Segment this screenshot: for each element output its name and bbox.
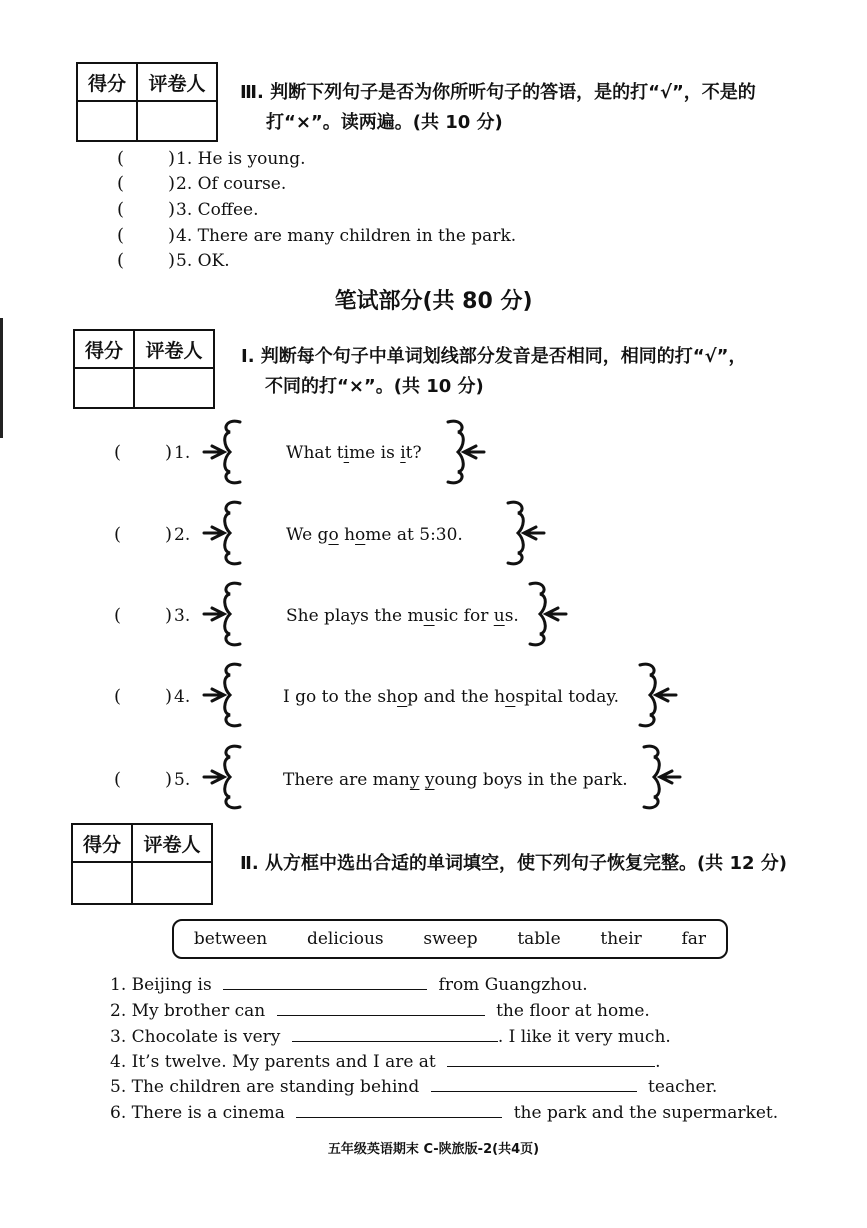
underlined-letter: i (400, 443, 406, 463)
score-label: 得分 (74, 330, 134, 368)
score-label: 得分 (72, 824, 132, 862)
score-box-part1 (73, 329, 215, 409)
answer-close-paren: ) (168, 173, 176, 194)
answer-open-paren[interactable]: ( (117, 250, 125, 271)
score-cell[interactable] (72, 862, 132, 904)
pronunciation-sentence: What time is it? (286, 443, 422, 463)
word-bank-word: delicious (306, 929, 384, 949)
underlined-letter: u (493, 606, 505, 626)
listening-item-text: 1. He is young. (176, 149, 306, 169)
part1-heading-line2: 不同的打“×”。(共 10 分) (265, 376, 484, 397)
answer-close-paren: ) (168, 225, 176, 246)
score-box-part2 (71, 823, 213, 905)
left-brace-ornament-icon (200, 416, 244, 488)
underlined-letter: i (343, 443, 350, 463)
score-label: 得分 (77, 63, 137, 101)
listening-item-text: 3. Coffee. (176, 200, 259, 220)
answer-open-paren[interactable]: ( (114, 605, 122, 626)
listening-item-text: 5. OK. (176, 251, 230, 271)
grader-cell[interactable] (132, 862, 212, 904)
pronunciation-sentence: There are many young boys in the park. (283, 770, 628, 790)
word-bank-word: far (681, 929, 707, 949)
answer-blank[interactable] (431, 1077, 637, 1092)
answer-close-paren: ) (168, 199, 176, 220)
underlined-letter: o (505, 687, 516, 707)
answer-close-paren: ) (165, 442, 173, 463)
answer-blank[interactable] (277, 1001, 485, 1016)
answer-blank[interactable] (292, 1027, 498, 1042)
underlined-letter: o (355, 525, 366, 545)
listening-heading-line2: 打“×”。读两遍。(共 10 分) (266, 112, 503, 133)
answer-close-paren: ) (165, 524, 173, 545)
listening-item-text: 4. There are many children in the park. (176, 226, 517, 246)
item-number: 1. (174, 443, 191, 463)
listening-heading-line1: Ⅲ. 判断下列句子是否为你所听句子的答语，是的打“√”，不是的 (240, 82, 756, 103)
fill-in-item: 6. There is a cinema the park and the supermarket. (110, 1103, 779, 1123)
word-bank-word: their (600, 929, 642, 949)
fill-in-item: 2. My brother can the floor at home. (110, 1001, 650, 1021)
answer-open-paren[interactable]: ( (114, 686, 122, 707)
written-section-title: 笔试部分(共 80 分) (334, 289, 533, 314)
word-bank-word: table (517, 929, 561, 949)
item-number: 5. (174, 770, 191, 790)
grader-label: 评卷人 (132, 824, 212, 862)
underlined-letter: o (397, 687, 408, 707)
item-number: 3. (174, 606, 191, 626)
score-box-listening (76, 62, 218, 142)
right-brace-ornament-icon (526, 578, 570, 650)
listening-heading (240, 78, 840, 138)
answer-close-paren: ) (168, 148, 176, 169)
left-brace-ornament-icon (200, 578, 244, 650)
score-cell[interactable] (74, 368, 134, 408)
answer-close-paren: ) (165, 769, 173, 790)
pronunciation-sentence: We go home at 5:30. (286, 525, 463, 545)
answer-open-paren[interactable]: ( (114, 524, 122, 545)
page-footer: 五年级英语期末 C-陕旅版-2(共4页) (327, 1142, 540, 1157)
answer-open-paren[interactable]: ( (117, 199, 125, 220)
answer-open-paren[interactable]: ( (114, 442, 122, 463)
part1-heading-line1: Ⅰ. 判断每个句子中单词划线部分发音是否相同，相同的打“√”， (241, 346, 747, 367)
grader-label: 评卷人 (137, 63, 217, 101)
answer-close-paren: ) (168, 250, 176, 271)
answer-blank[interactable] (447, 1052, 655, 1067)
right-brace-ornament-icon (636, 659, 680, 731)
answer-close-paren: ) (165, 686, 173, 707)
fill-in-item: 3. Chocolate is very . I like it very much. (110, 1027, 671, 1047)
left-brace-ornament-icon (200, 659, 244, 731)
listening-item-text: 2. Of course. (176, 174, 287, 194)
underlined-letter: y (424, 770, 435, 790)
score-cell[interactable] (77, 101, 137, 141)
fill-in-item: 5. The children are standing behind teacher. (110, 1077, 718, 1097)
grader-cell[interactable] (137, 101, 217, 141)
fill-in-item: 1. Beijing is from Guangzhou. (110, 975, 588, 995)
underlined-letter: u (423, 606, 435, 626)
answer-blank[interactable] (296, 1103, 502, 1118)
word-bank-word: between (193, 929, 268, 949)
answer-blank[interactable] (223, 975, 427, 990)
pronunciation-sentence: She plays the music for us. (286, 606, 519, 626)
right-brace-ornament-icon (640, 741, 684, 813)
part2-heading: Ⅱ. 从方框中选出合适的单词填空，使下列句子恢复完整。(共 12 分) (240, 853, 787, 874)
word-bank-word: sweep (423, 929, 478, 949)
right-brace-ornament-icon (444, 416, 488, 488)
underlined-letter: y (409, 770, 420, 790)
grader-label: 评卷人 (134, 330, 214, 368)
item-number: 4. (174, 687, 191, 707)
part1-heading (241, 342, 841, 402)
underlined-letter: o (328, 525, 339, 545)
answer-open-paren[interactable]: ( (117, 148, 125, 169)
pronunciation-sentence: I go to the shop and the hospital today. (283, 687, 620, 707)
answer-open-paren[interactable]: ( (114, 769, 122, 790)
grader-cell[interactable] (134, 368, 214, 408)
answer-close-paren: ) (165, 605, 173, 626)
answer-open-paren[interactable]: ( (117, 225, 125, 246)
answer-open-paren[interactable]: ( (117, 173, 125, 194)
item-number: 2. (174, 525, 191, 545)
left-brace-ornament-icon (200, 497, 244, 569)
left-brace-ornament-icon (200, 741, 244, 813)
right-brace-ornament-icon (504, 497, 548, 569)
word-bank-box (172, 919, 728, 959)
fill-in-item: 4. It’s twelve. My parents and I are at . (110, 1052, 661, 1072)
binding-edge-mark (0, 318, 3, 438)
